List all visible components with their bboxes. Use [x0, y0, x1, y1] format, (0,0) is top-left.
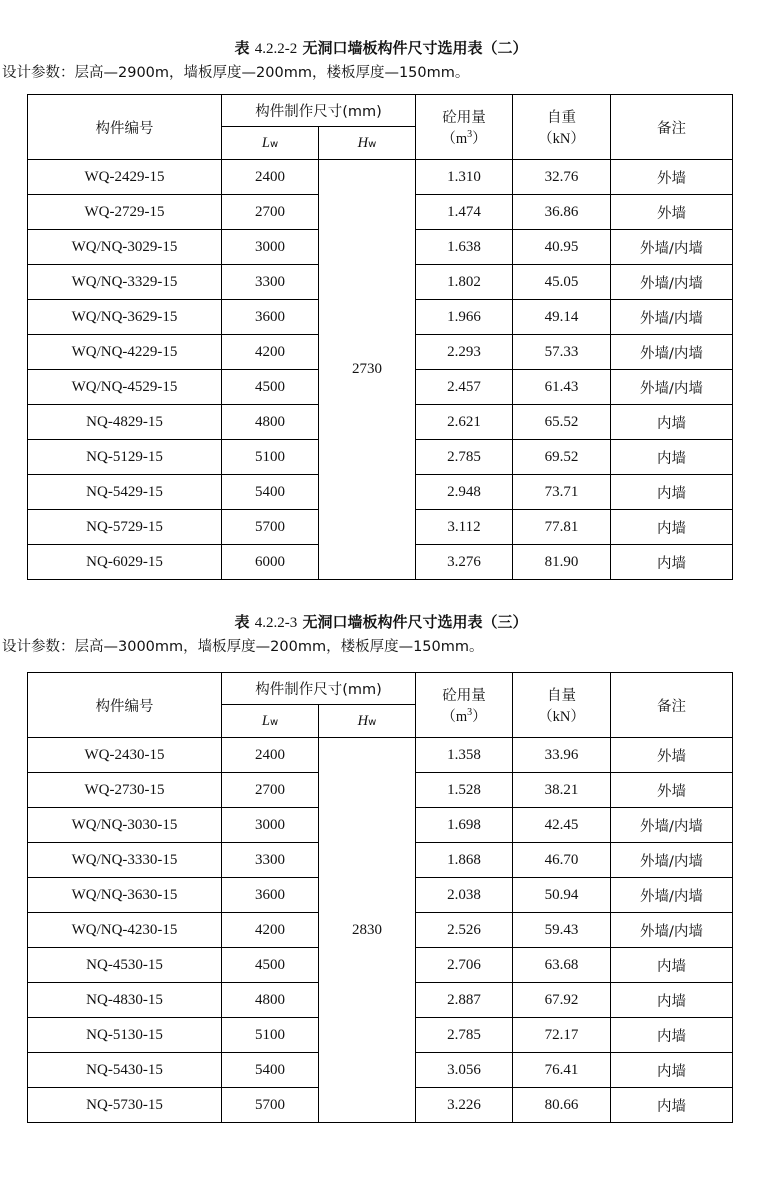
lw-cell: 5700: [222, 1088, 319, 1123]
component-id-cell: WQ/NQ-3329-15: [28, 265, 222, 300]
hw-cell: 2730: [319, 160, 416, 580]
note-cell: 内墙: [611, 1088, 733, 1123]
lw-cell: 3000: [222, 808, 319, 843]
lw-cell: 4200: [222, 335, 319, 370]
lw-symbol: L: [261, 134, 270, 151]
header-hw: [319, 705, 416, 738]
weight-cell: 57.33: [513, 335, 611, 370]
weight-cell: 77.81: [513, 510, 611, 545]
note-cell: 外墙/内墙: [611, 913, 733, 948]
table-section-2: [0, 36, 762, 580]
caption-prefix: 表: [234, 39, 250, 57]
caption-prefix: 表: [234, 613, 250, 631]
note-cell: 外墙/内墙: [611, 878, 733, 913]
unit-close: ）: [472, 709, 487, 725]
concrete-cell: 1.474: [416, 195, 513, 230]
note-cell: 内墙: [611, 475, 733, 510]
note-cell: 外墙: [611, 160, 733, 195]
component-id-cell: WQ/NQ-3029-15: [28, 230, 222, 265]
note-cell: 内墙: [611, 545, 733, 580]
header-note: 备注: [611, 673, 733, 738]
concrete-cell: 1.802: [416, 265, 513, 300]
lw-cell: 4500: [222, 370, 319, 405]
weight-label: 自重: [547, 110, 576, 126]
caption-number: 4.2.2-3: [254, 615, 298, 631]
weight-cell: 50.94: [513, 878, 611, 913]
component-id-cell: NQ-5129-15: [28, 440, 222, 475]
component-id-cell: NQ-5729-15: [28, 510, 222, 545]
note-cell: 外墙: [611, 195, 733, 230]
weight-cell: 81.90: [513, 545, 611, 580]
weight-cell: 32.76: [513, 160, 611, 195]
concrete-cell: 1.868: [416, 843, 513, 878]
note-cell: 内墙: [611, 1053, 733, 1088]
component-id-cell: WQ-2430-15: [28, 738, 222, 773]
design-parameters: 设计参数：层高—2900m，墙板厚度—200mm，楼板厚度—150mm。: [2, 65, 470, 81]
lw-cell: 3600: [222, 878, 319, 913]
concrete-cell: 2.621: [416, 405, 513, 440]
component-id-cell: WQ-2730-15: [28, 773, 222, 808]
concrete-cell: 3.112: [416, 510, 513, 545]
component-id-cell: WQ/NQ-4230-15: [28, 913, 222, 948]
weight-cell: 40.95: [513, 230, 611, 265]
weight-cell: 33.96: [513, 738, 611, 773]
note-cell: 内墙: [611, 405, 733, 440]
table-caption: [0, 610, 762, 634]
concrete-cell: 2.706: [416, 948, 513, 983]
unit-close: ）: [472, 131, 487, 147]
concrete-cell: 1.638: [416, 230, 513, 265]
weight-cell: 73.71: [513, 475, 611, 510]
hw-cell: 2830: [319, 738, 416, 1123]
weight-cell: 65.52: [513, 405, 611, 440]
lw-cell: 5400: [222, 1053, 319, 1088]
caption-number: 4.2.2-2: [254, 41, 298, 57]
lw-cell: 4200: [222, 913, 319, 948]
weight-cell: 72.17: [513, 1018, 611, 1053]
weight-cell: 67.92: [513, 983, 611, 1018]
unit-sup: 3: [467, 707, 473, 719]
header-lw: [222, 705, 319, 738]
lw-cell: 4800: [222, 405, 319, 440]
component-id-cell: WQ/NQ-3330-15: [28, 843, 222, 878]
note-cell: 外墙/内墙: [611, 265, 733, 300]
component-id-cell: WQ/NQ-3630-15: [28, 878, 222, 913]
header-component-id: 构件编号: [28, 95, 222, 160]
table-body: [28, 738, 733, 1123]
weight-cell: 36.86: [513, 195, 611, 230]
weight-cell: 46.70: [513, 843, 611, 878]
concrete-cell: 2.948: [416, 475, 513, 510]
concrete-cell: 3.056: [416, 1053, 513, 1088]
component-size-table: [27, 672, 733, 1123]
weight-cell: 80.66: [513, 1088, 611, 1123]
weight-unit: （kN）: [538, 709, 585, 725]
concrete-cell: 2.457: [416, 370, 513, 405]
concrete-cell: 1.310: [416, 160, 513, 195]
caption-title: 无洞口墙板构件尺寸选用表（三）: [302, 613, 528, 631]
component-id-cell: NQ-4530-15: [28, 948, 222, 983]
concrete-unit: [416, 127, 512, 148]
header-weight: [513, 95, 611, 160]
header-concrete: [416, 673, 513, 738]
concrete-cell: 2.293: [416, 335, 513, 370]
concrete-cell: 1.358: [416, 738, 513, 773]
table-body: [28, 160, 733, 580]
component-id-cell: NQ-4829-15: [28, 405, 222, 440]
weight-cell: 76.41: [513, 1053, 611, 1088]
lw-cell: 5400: [222, 475, 319, 510]
weight-cell: 38.21: [513, 773, 611, 808]
concrete-cell: 2.785: [416, 440, 513, 475]
note-cell: 内墙: [611, 983, 733, 1018]
component-id-cell: NQ-5130-15: [28, 1018, 222, 1053]
weight-cell: 59.43: [513, 913, 611, 948]
component-id-cell: WQ/NQ-4529-15: [28, 370, 222, 405]
note-cell: 外墙: [611, 738, 733, 773]
weight-label: 自量: [547, 688, 576, 704]
table-section-3: [0, 610, 762, 1123]
concrete-cell: 3.226: [416, 1088, 513, 1123]
header-weight: [513, 673, 611, 738]
unit-sup: 3: [467, 129, 473, 141]
component-id-cell: WQ/NQ-3030-15: [28, 808, 222, 843]
note-cell: 外墙/内墙: [611, 230, 733, 265]
unit-open: （m: [441, 709, 468, 725]
lw-cell: 2400: [222, 160, 319, 195]
table-row: [28, 160, 733, 195]
hw-symbol: H: [357, 134, 369, 151]
concrete-cell: 3.276: [416, 545, 513, 580]
unit-open: （m: [441, 131, 468, 147]
concrete-cell: 2.038: [416, 878, 513, 913]
weight-cell: 69.52: [513, 440, 611, 475]
component-id-cell: NQ-5430-15: [28, 1053, 222, 1088]
note-cell: 内墙: [611, 440, 733, 475]
lw-cell: 3300: [222, 843, 319, 878]
lw-cell: 4800: [222, 983, 319, 1018]
note-cell: 外墙/内墙: [611, 370, 733, 405]
lw-cell: 5700: [222, 510, 319, 545]
lw-cell: 3000: [222, 230, 319, 265]
component-id-cell: NQ-5730-15: [28, 1088, 222, 1123]
hw-symbol: H: [357, 712, 369, 729]
component-id-cell: WQ-2429-15: [28, 160, 222, 195]
concrete-unit: [416, 705, 512, 726]
concrete-cell: 1.698: [416, 808, 513, 843]
concrete-label: 砼用量: [442, 688, 486, 704]
note-cell: 外墙/内墙: [611, 808, 733, 843]
concrete-cell: 2.887: [416, 983, 513, 1018]
weight-unit: （kN）: [538, 131, 585, 147]
note-cell: 外墙/内墙: [611, 843, 733, 878]
caption-title: 无洞口墙板构件尺寸选用表（二）: [302, 39, 528, 57]
concrete-cell: 2.526: [416, 913, 513, 948]
component-id-cell: NQ-6029-15: [28, 545, 222, 580]
lw-cell: 5100: [222, 1018, 319, 1053]
hw-subscript: w: [368, 138, 377, 150]
design-parameters: 设计参数：层高—3000mm，墙板厚度—200mm，楼板厚度—150mm。: [2, 639, 484, 655]
concrete-label: 砼用量: [442, 110, 486, 126]
component-id-cell: WQ/NQ-3629-15: [28, 300, 222, 335]
lw-cell: 3600: [222, 300, 319, 335]
component-id-cell: NQ-5429-15: [28, 475, 222, 510]
component-size-table: [27, 94, 733, 580]
hw-subscript: w: [368, 716, 377, 728]
note-cell: 外墙/内墙: [611, 335, 733, 370]
header-component-id: 构件编号: [28, 673, 222, 738]
lw-cell: 4500: [222, 948, 319, 983]
header-dimensions: 构件制作尺寸(mm): [222, 95, 416, 127]
table-row: [28, 738, 733, 773]
lw-subscript: w: [269, 138, 279, 150]
component-id-cell: WQ/NQ-4229-15: [28, 335, 222, 370]
lw-cell: 3300: [222, 265, 319, 300]
header-hw: [319, 127, 416, 160]
lw-cell: 2700: [222, 773, 319, 808]
note-cell: 外墙/内墙: [611, 300, 733, 335]
concrete-cell: 1.966: [416, 300, 513, 335]
weight-cell: 49.14: [513, 300, 611, 335]
weight-cell: 63.68: [513, 948, 611, 983]
lw-cell: 2400: [222, 738, 319, 773]
note-cell: 内墙: [611, 1018, 733, 1053]
lw-symbol: L: [261, 712, 270, 729]
component-id-cell: WQ-2729-15: [28, 195, 222, 230]
lw-cell: 2700: [222, 195, 319, 230]
weight-cell: 61.43: [513, 370, 611, 405]
note-cell: 外墙: [611, 773, 733, 808]
lw-cell: 5100: [222, 440, 319, 475]
concrete-cell: 1.528: [416, 773, 513, 808]
header-dimensions: 构件制作尺寸(mm): [222, 673, 416, 705]
weight-cell: 45.05: [513, 265, 611, 300]
weight-cell: 42.45: [513, 808, 611, 843]
component-id-cell: NQ-4830-15: [28, 983, 222, 1018]
concrete-cell: 2.785: [416, 1018, 513, 1053]
header-concrete: [416, 95, 513, 160]
lw-subscript: w: [269, 716, 279, 728]
header-note: 备注: [611, 95, 733, 160]
note-cell: 内墙: [611, 510, 733, 545]
lw-cell: 6000: [222, 545, 319, 580]
header-lw: [222, 127, 319, 160]
note-cell: 内墙: [611, 948, 733, 983]
table-caption: [0, 36, 762, 60]
